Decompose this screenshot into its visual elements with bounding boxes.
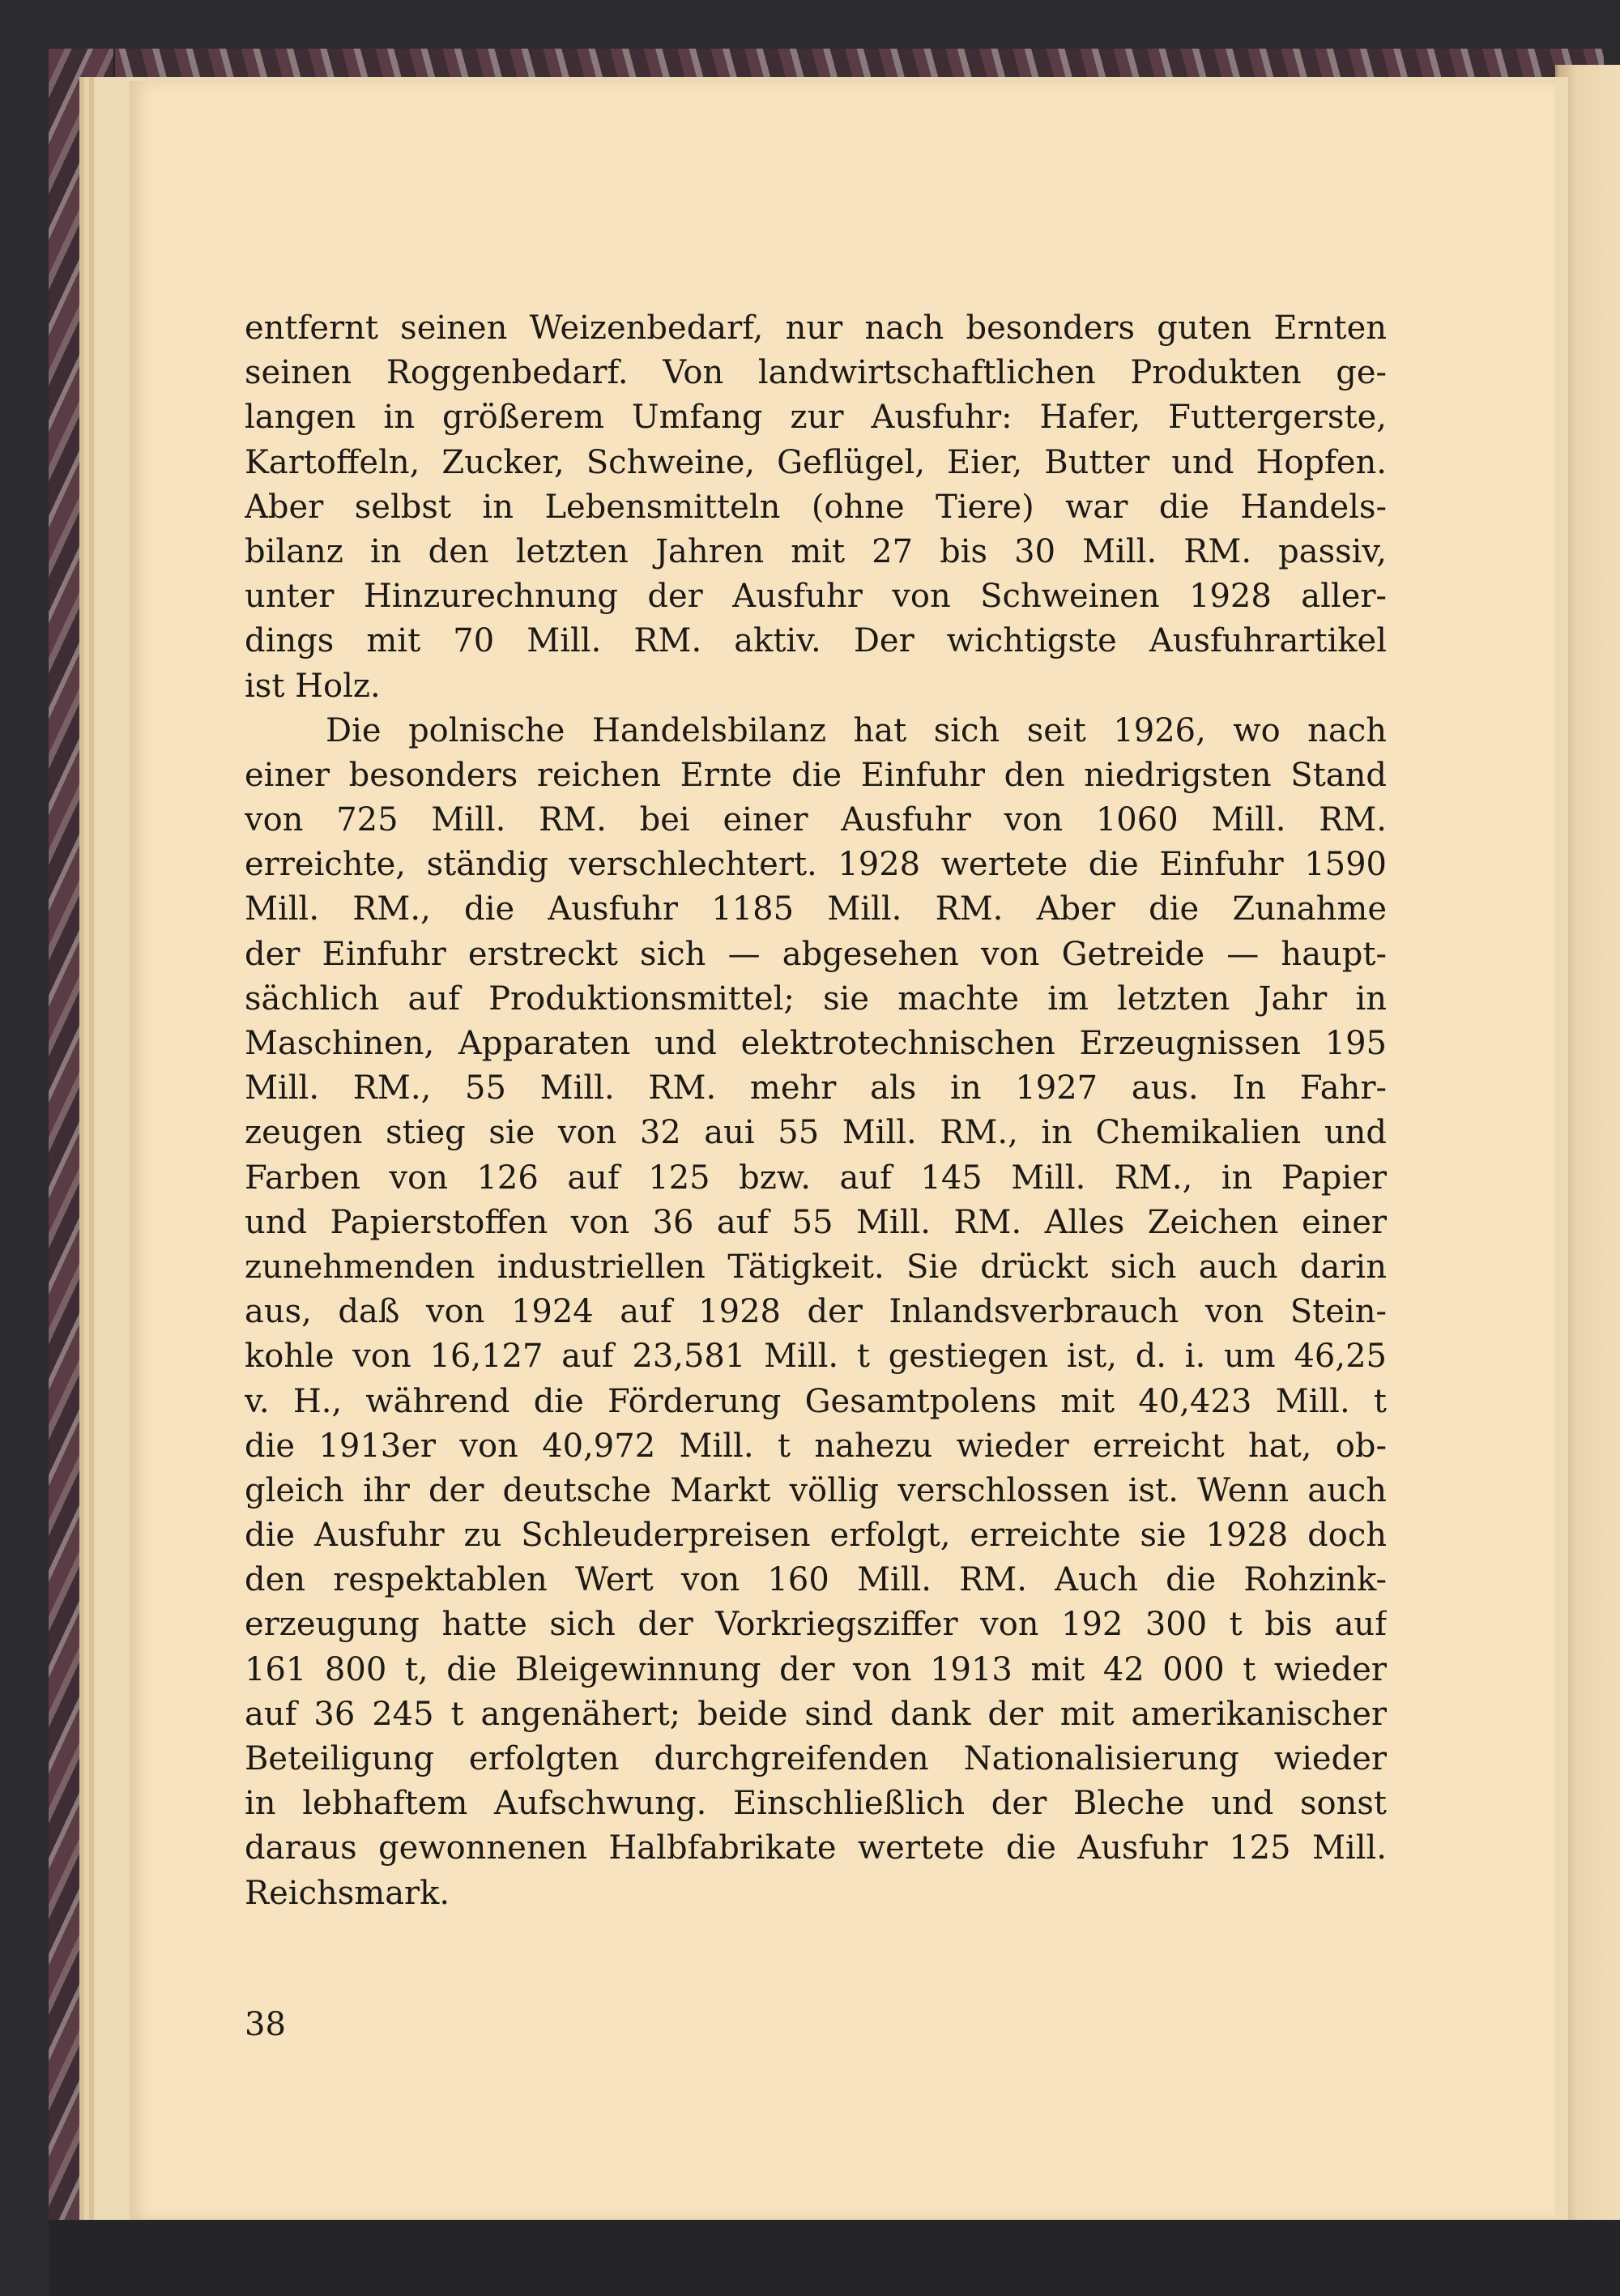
background-band: [49, 2220, 1620, 2296]
paragraph-start-line: Die polnische Handelsbilanz hat sich seit 1926, wo nach: [326, 711, 1387, 749]
text-line: Aber selbst in Lebensmitteln (ohne Tiere) war die Handels-: [245, 488, 1387, 526]
text-line: bilanz in den letzten Jahren mit 27 bis 30 Mill. RM. passiv,: [245, 532, 1387, 570]
text-line: v. H., während die Förderung Gesamtpolens mit 40,423 Mill. t: [245, 1382, 1387, 1420]
text-line: den respektablen Wert von 160 Mill. RM. Auch die Rohzink-: [245, 1561, 1387, 1599]
text-line: Mill. RM., 55 Mill. RM. mehr als in 1927 aus. In Fahr-: [245, 1069, 1387, 1107]
text-line: ist Holz.: [245, 667, 381, 705]
text-line: 161 800 t, die Bleigewinnung der von 1913 mit 42 000 t wieder: [245, 1650, 1387, 1688]
text-line: daraus gewonnenen Halbfabrikate wertete die Ausfuhr 125 Mill.: [245, 1829, 1387, 1867]
text-line: Farben von 126 auf 125 bzw. auf 145 Mill. RM., in Papier: [245, 1159, 1387, 1197]
page-number: 38: [245, 2006, 286, 2043]
text-line: entfernt seinen Weizenbedarf, nur nach besonders guten Ernten: [245, 309, 1387, 347]
text-line: der Einfuhr erstreckt sich — abgesehen von Getreide — haupt-: [245, 935, 1387, 973]
text-line: Beteiligung erfolgten durchgreifenden Nationalisierung wieder: [245, 1740, 1387, 1777]
text-line: unter Hinzurechnung der Ausfuhr von Schweinen 1928 aller-: [245, 578, 1387, 616]
text-line: seinen Roggenbedarf. Von landwirtschaftlichen Produkten ge-: [245, 354, 1387, 392]
text-line: in lebhaftem Aufschwung. Einschließlich der Bleche und sonst: [245, 1785, 1387, 1823]
text-line: erzeugung hatte sich der Vorkriegsziffer von 192 300 t bis auf: [245, 1606, 1387, 1644]
text-line: gleich ihr der deutsche Markt völlig verschlossen ist. Wenn auch: [245, 1471, 1387, 1509]
text-line: Reichsmark.: [245, 1874, 450, 1912]
text-line: zeugen stieg sie von 32 aui 55 Mill. RM., in Chemikalien und: [245, 1114, 1387, 1152]
text-line: Maschinen, Apparaten und elektrotechnischen Erzeugnissen 195: [245, 1025, 1387, 1062]
text-line: Kartoffeln, Zucker, Schweine, Geflügel, Eier, Butter und Hopfen.: [245, 443, 1387, 481]
text-line: Mill. RM., die Ausfuhr 1185 Mill. RM. Aber die Zunahme: [245, 890, 1387, 928]
body-text: [245, 306, 1387, 1916]
text-line: und Papierstoffen von 36 auf 55 Mill. RM. Alles Zeichen einer: [245, 1203, 1387, 1241]
text-line: auf 36 245 t angenähert; beide sind dank der mit amerikanischer: [245, 1695, 1387, 1733]
text-line: kohle von 16,127 auf 23,581 Mill. t gestiegen ist, d. i. um 46,25: [245, 1338, 1387, 1376]
text-line: langen in größerem Umfang zur Ausfuhr: Hafer, Futtergerste,: [245, 399, 1387, 437]
text-line: die 1913er von 40,972 Mill. t nahezu wieder erreicht hat, ob-: [245, 1427, 1387, 1465]
text-line: sächlich auf Produktionsmittel; sie machte im letzten Jahr in: [245, 979, 1387, 1018]
marbled-board-top: [49, 49, 1604, 81]
text-line: aus, daß von 1924 auf 1928 der Inlandsverbrauch von Stein-: [245, 1293, 1387, 1331]
text-line: dings mit 70 Mill. RM. aktiv. Der wichtigste Ausfuhrartikel: [245, 622, 1387, 660]
text-line: die Ausfuhr zu Schleuderpreisen erfolgt, erreichte sie 1928 doch: [245, 1517, 1387, 1555]
text-line: erreichte, ständig verschlechtert. 1928 wertete die Einfuhr 1590: [245, 846, 1387, 884]
text-line: zunehmenden industriellen Tätigkeit. Sie drückt sich auch darin: [245, 1248, 1387, 1286]
text-line: einer besonders reichen Ernte die Einfuhr den niedrigsten Stand: [245, 756, 1387, 794]
text-line: von 725 Mill. RM. bei einer Ausfuhr von 1060 Mill. RM.: [245, 801, 1387, 839]
